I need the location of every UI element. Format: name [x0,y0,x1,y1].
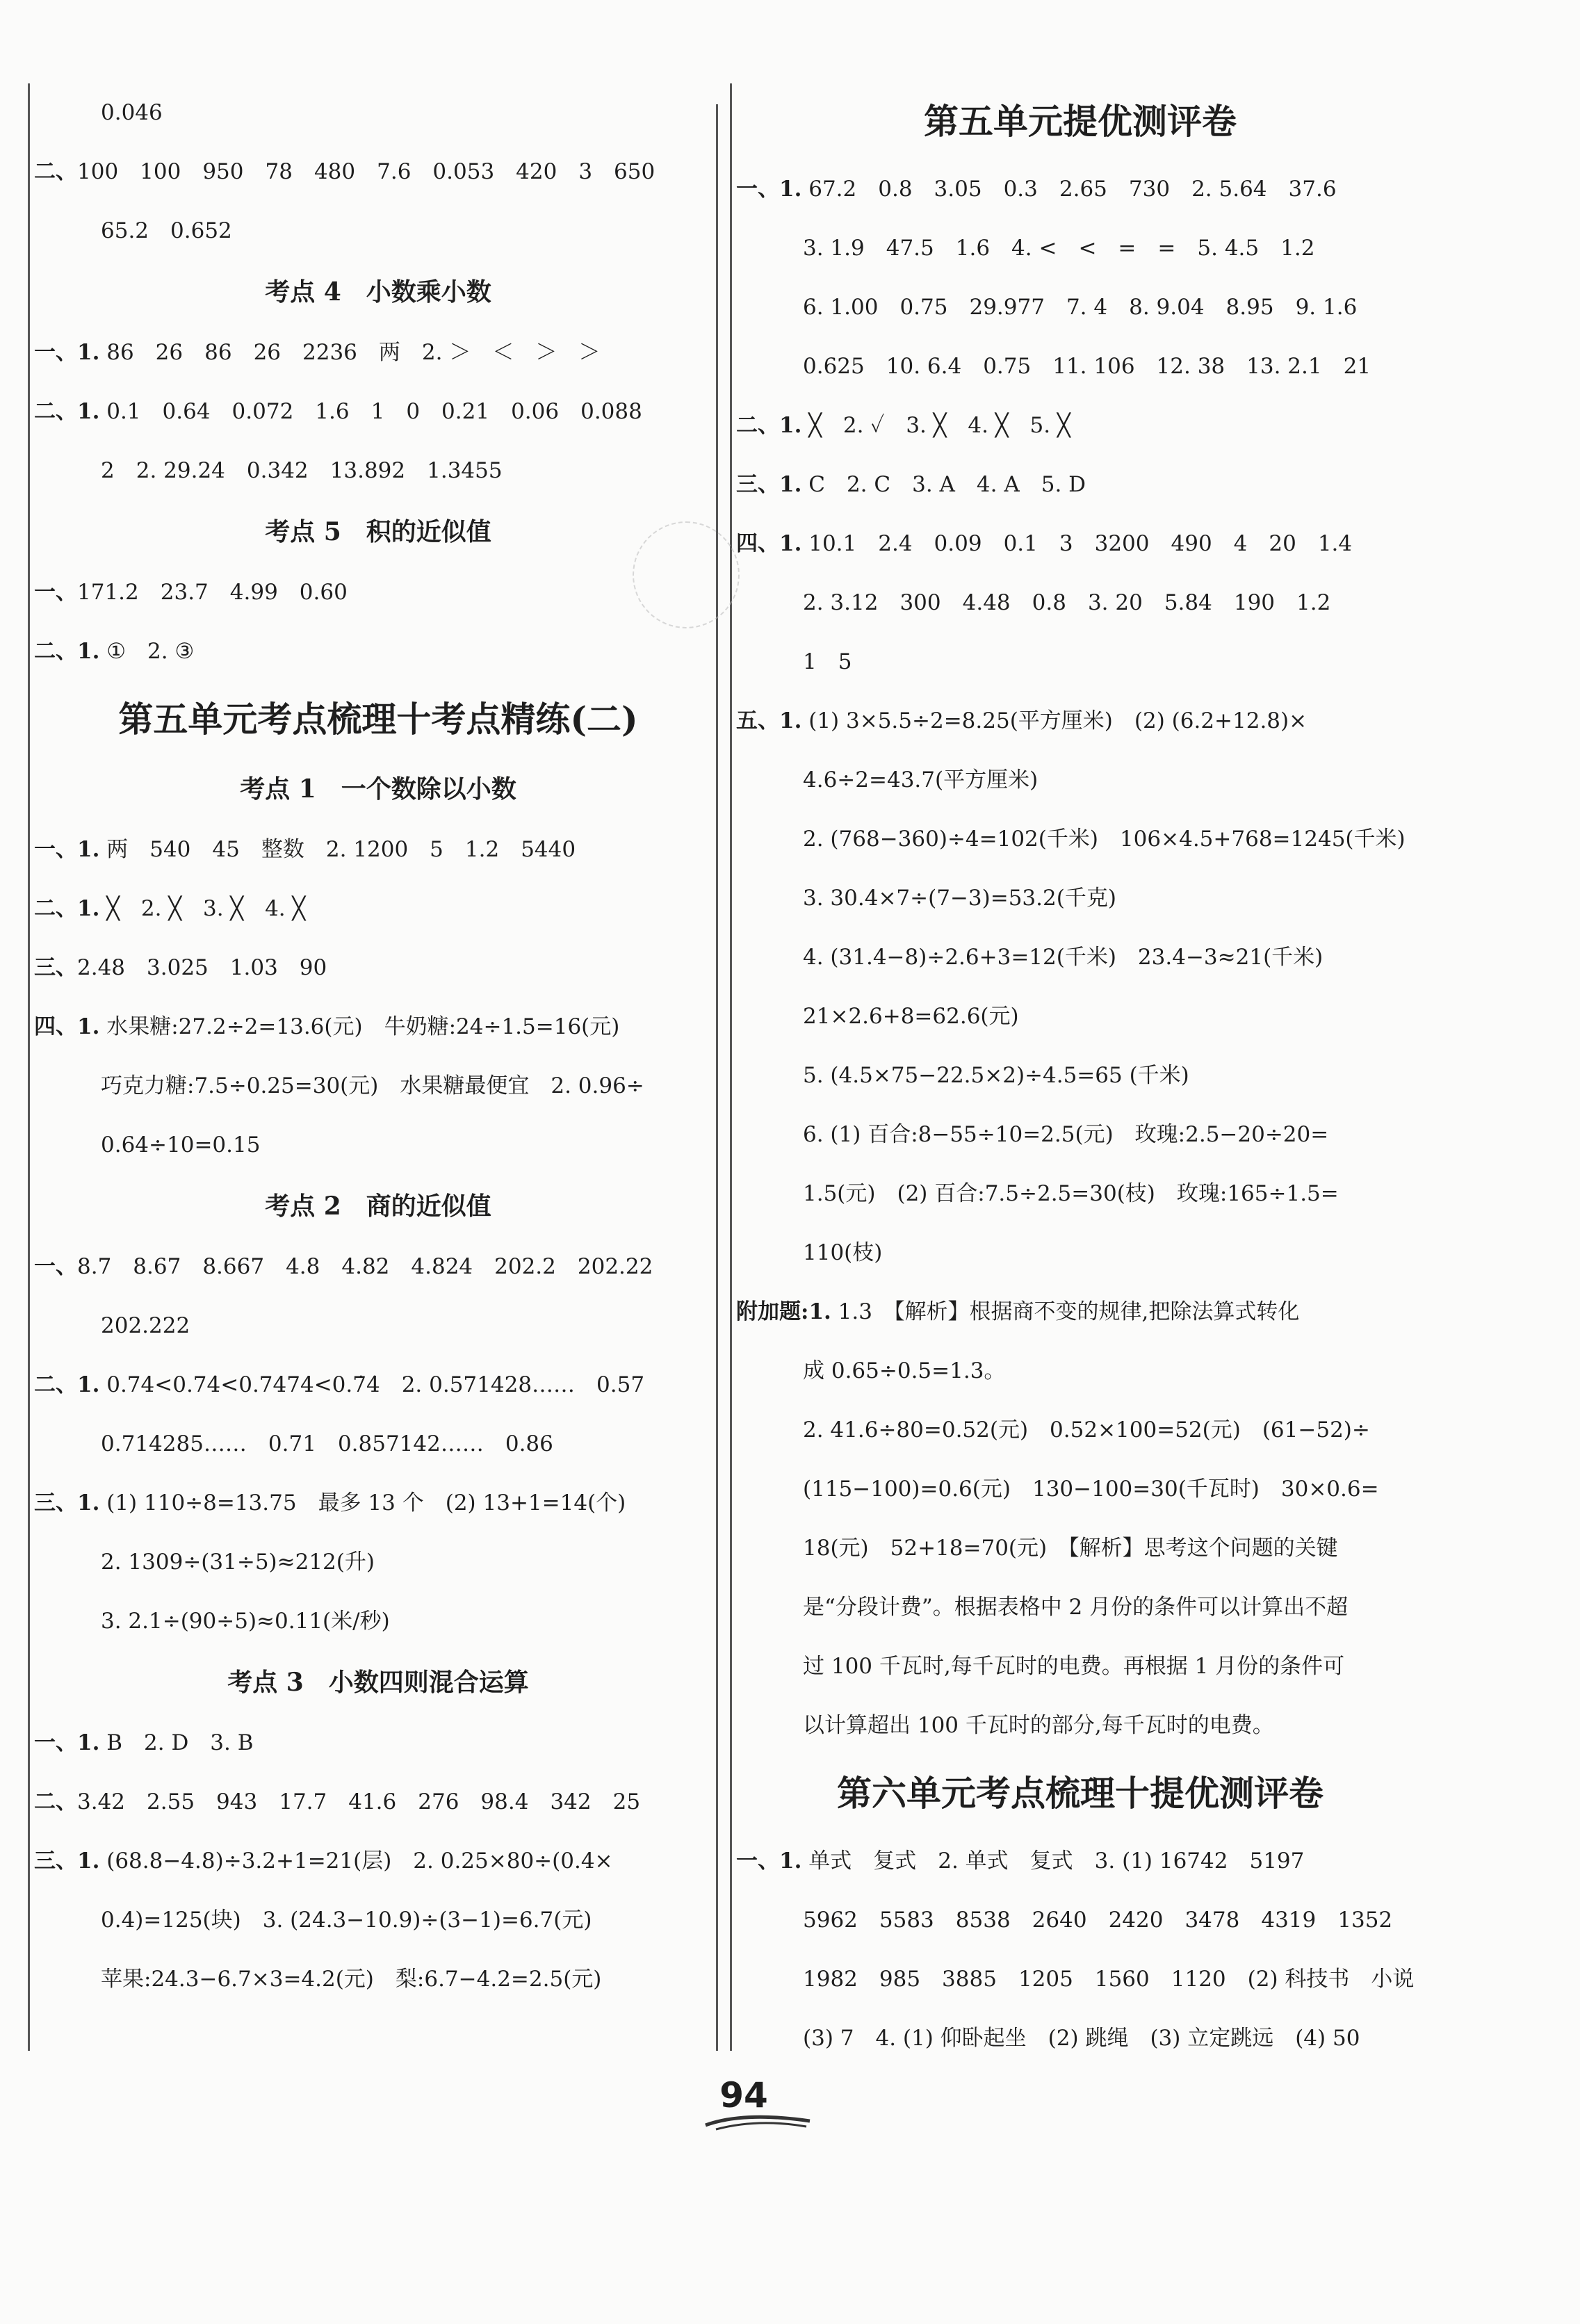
answer-line [736,692,1424,751]
answer-text: ╳ 2. ✓ 3. ╳ 4. ╳ 5. ╳ [801,413,1070,438]
answer-text: (68.8−4.8)÷3.2+1=21(层) 2. 0.25×80÷(0.4× [99,1848,613,1874]
answer-number: 二、 [34,1789,77,1814]
answer-text: 0.625 10. 6.4 0.75 11. 106 12. 38 13. 2.1 21 [803,354,1371,379]
answer-text: 0.046 [101,100,163,125]
answer-number: 附加题:1. [736,1299,831,1324]
answer-text: 6. 1.00 0.75 29.977 7. 4 8. 9.04 8.95 9. 1.6 [803,295,1358,320]
answer-text: 3. 30.4×7÷(7−3)=53.2(千克) [803,886,1116,911]
answer-line [34,1057,722,1116]
answer-text: (1) 3×5.5÷2=8.25(平方厘米) (2) (6.2+12.8)× [801,708,1308,733]
answer-line [736,869,1424,928]
answer-number: 二、 [34,159,77,184]
faint-stamp [633,521,740,628]
answer-line [736,1696,1424,1755]
answer-line [736,1283,1424,1342]
answer-number: 二、1. [34,896,100,921]
answer-number: 一、 [34,1254,77,1279]
answer-text: 2. 1309÷(31÷5)≈212(升) [101,1550,375,1575]
unit-title: 第五单元提优测评卷 [924,101,1237,142]
answer-text: 171.2 23.7 4.99 0.60 [77,580,348,605]
answer-line [736,1401,1424,1460]
answer-line [736,1105,1424,1164]
answer-text: 0.1 0.64 0.072 1.6 1 0 0.21 0.06 0.088 [99,399,642,424]
answer-text: 0.74<0.74̇<0.7474<0.7̇4̇ 2. 0.571428…… 0.57 [99,1372,645,1397]
answer-line [736,928,1424,987]
answer-text: 3. 2.1÷(90÷5)≈0.11(米/秒) [101,1609,390,1634]
answer-number: 一、1. [34,837,100,862]
answer-text: 6. (1) 百合:8−55÷10=2.5(元) 玫瑰:2.5−20÷20= [803,1122,1329,1147]
answer-text: 5. (4.5×75−22.5×2)÷4.5=65 (千米) [803,1063,1189,1088]
answer-number: 二、1. [736,413,802,438]
answer-text: 65.2 0.652 [101,218,232,243]
answer-text: (1) 110÷8=13.75 最多 13 个 (2) 13+1=14(个) [99,1490,626,1516]
answer-text: B 2. D 3. B [99,1730,254,1755]
answer-line [736,160,1424,219]
answer-text: 4. (31.4−8)÷2.6+3=12(千米) 23.4−3≈21(千米) [803,945,1324,970]
answer-text: 21×2.6+8=62.6(元) [803,1004,1019,1029]
page-number [702,2075,785,2132]
answer-line [736,1046,1424,1105]
answer-text: 5962 5583 8538 2640 2420 3478 4319 1352 [803,1908,1393,1933]
answer-text: 10.1 2.4 0.09 0.1 3 3200 490 4 20 1.4 [801,531,1353,556]
answer-line [736,1460,1424,1519]
answer-line [34,1474,722,1533]
answer-text: ╳ 2. ╳ 3. ╳ 4. ╳ [99,896,306,921]
answer-text: 0.64÷10=0.15 [101,1132,261,1157]
answer-line [736,1832,1424,1891]
answer-text: (3) 7 4. (1) 仰卧起坐 (2) 跳绳 (3) 立定跳远 (4) 50 [803,2026,1360,2051]
answer-line [34,441,722,501]
answer-text: 2 2. 29.24 0.342 13.892 1.3455 [101,458,503,483]
answer-line [34,382,722,441]
answer-line [34,563,722,622]
answer-line [736,278,1424,337]
answer-text: 18(元) 52+18=70(元) 【解析】思考这个问题的关键 [803,1536,1338,1561]
answer-text: 1982 985 3885 1205 1560 1120 (2) 科技书 小说 [803,1967,1415,1992]
answer-line [736,1891,1424,1950]
answer-number: 四、1. [34,1014,100,1039]
answer-line [736,1519,1424,1578]
answer-text: ① 2. ③ [99,639,195,664]
answer-line [736,1637,1424,1696]
answer-line [34,83,722,143]
answer-line [34,998,722,1057]
answer-line [34,1356,722,1415]
answer-text: C 2. C 3. A 4. A 5. D [801,472,1086,497]
section-heading: 考点 1 一个数除以小数 [240,774,516,804]
answer-line [736,633,1424,692]
answer-text: 86 26 86 26 2236 两 2. ＞ ＜ ＞ ＞ [99,340,601,365]
answer-line [34,1950,722,2009]
section-heading: 考点 3 小数四则混合运算 [227,1668,529,1697]
answer-number: 一、1. [34,1730,100,1755]
answer-text: 1.3 【解析】根据商不变的规律,把除法算式转化 [831,1299,1300,1324]
answer-text: 过 100 千瓦时,每千瓦时的电费。再根据 1 月份的条件可 [803,1654,1345,1679]
answer-line [736,810,1424,869]
answer-line [736,1224,1424,1283]
answer-text: 100 100 950 78 480 7.6 0.053 420 3 650 [77,159,655,184]
section-heading: 考点 5 积的近似值 [265,517,491,546]
answer-text: 单式 复式 2. 单式 复式 3. (1) 16742 5197 [801,1848,1305,1874]
answer-text: 2. 3.12 300 4.48 0.8 3. 20 5.84 190 1.2 [803,590,1331,615]
answer-number: 一、1. [34,340,100,365]
answer-text: 2. (768−360)÷4=102(千米) 106×4.5+768=1245(千米) [803,827,1406,852]
section-heading: 考点 2 商的近似值 [265,1192,491,1221]
answer-line [736,1950,1424,2009]
unit-title: 第五单元考点梳理十考点精练(二) [118,699,638,740]
answer-line [34,1592,722,1651]
answer-text: 两 540 45 整数 2. 1200 5 1.2 5440 [99,837,576,862]
answer-text: 2.48 3.025 1.03 90 [77,955,327,980]
answer-line [736,2009,1424,2068]
answer-number: 三、1. [34,1848,100,1874]
answer-line [34,938,722,998]
answer-text: 1 5 [803,649,852,674]
answer-line [34,1297,722,1356]
section-heading: 考点 4 小数乘小数 [265,277,491,307]
page-number-text: 94 [719,2075,768,2115]
answer-text: 4.6÷2=43.7(平方厘米) [803,767,1039,793]
answer-line [736,1578,1424,1637]
answer-text: 3. 1.9 47.5 1.6 4. < < = = 5. 4.5 1.2 [803,236,1315,261]
answer-number: 五、1. [736,708,802,733]
answer-line [736,987,1424,1046]
answer-text: 110(枝) [803,1240,883,1265]
answer-line [34,1415,722,1474]
answer-line [34,1773,722,1832]
answer-number: 一、1. [736,1848,802,1874]
answer-number: 三、1. [34,1490,100,1516]
answer-text: 67.2 0.8 3.05 0.3 2.65 730 2. 5.64 37.6 [801,177,1337,202]
answer-line [736,396,1424,455]
answer-number: 二、1. [34,399,100,424]
answer-line [34,1533,722,1592]
answer-line [34,202,722,261]
answer-text: 0.714285…… 0.71 0.857142…… 0.86 [101,1431,553,1456]
right-column [730,83,1424,2051]
answer-number: 一、1. [736,177,802,202]
answer-line [736,337,1424,396]
answer-number: 三、 [34,955,77,980]
answer-number: 三、1. [736,472,802,497]
answer-text: 3.42 2.55 943 17.7 41.6 276 98.4 342 25 [77,1789,641,1814]
answer-text: 202.222 [101,1313,190,1338]
unit-title: 第六单元考点梳理十提优测评卷 [837,1773,1324,1814]
answer-number: 一、 [34,580,77,605]
answer-line [736,751,1424,810]
answer-text: 水果糖:27.2÷2=13.6(元) 牛奶糖:24÷1.5=16(元) [99,1014,620,1039]
answer-line [736,219,1424,278]
answer-line [736,455,1424,514]
answer-text: 2. 41.6÷80=0.52(元) 0.52×100=52(元) (61−52)÷ [803,1417,1370,1443]
answer-text: 1.5(元) (2) 百合:7.5÷2.5=30(枝) 玫瑰:165÷1.5= [803,1181,1339,1206]
answer-text: (115−100)=0.6(元) 130−100=30(千瓦时) 30×0.6= [803,1477,1379,1502]
answer-line [736,1342,1424,1401]
answer-text: 是“分段计费”。根据表格中 2 月份的条件可以计算出不超 [803,1595,1349,1620]
answer-line [34,1832,722,1891]
answer-line [34,879,722,938]
left-column [28,83,722,2051]
answer-number: 二、1. [34,1372,100,1397]
answer-line [736,514,1424,574]
answer-line [34,1714,722,1773]
answer-line [34,622,722,681]
answer-line [34,323,722,382]
answer-text: 苹果:24.3−6.7×3=4.2(元) 梨:6.7−4.2=2.5(元) [101,1967,602,1992]
answer-text: 以计算超出 100 千瓦时的部分,每千瓦时的电费。 [803,1713,1274,1738]
answer-text: 巧克力糖:7.5÷0.25=30(元) 水果糖最便宜 2. 0.96÷ [101,1073,644,1098]
answer-line [34,1891,722,1950]
answer-text: 成 0.65÷0.5=1.3。 [803,1358,1006,1383]
answer-text: 8.7 8.67 8.667 4.8 4.82 4.824 202.2 202.22 [77,1254,653,1279]
answer-line [34,820,722,879]
answer-number: 二、1. [34,639,100,664]
answer-line [34,143,722,202]
answer-line [736,1164,1424,1224]
answer-line [34,1237,722,1297]
answer-text: 0.4)=125(块) 3. (24.3−10.9)÷(3−1)=6.7(元) [101,1908,592,1933]
answer-number: 四、1. [736,531,802,556]
answer-line [736,574,1424,633]
answer-line [34,1116,722,1175]
